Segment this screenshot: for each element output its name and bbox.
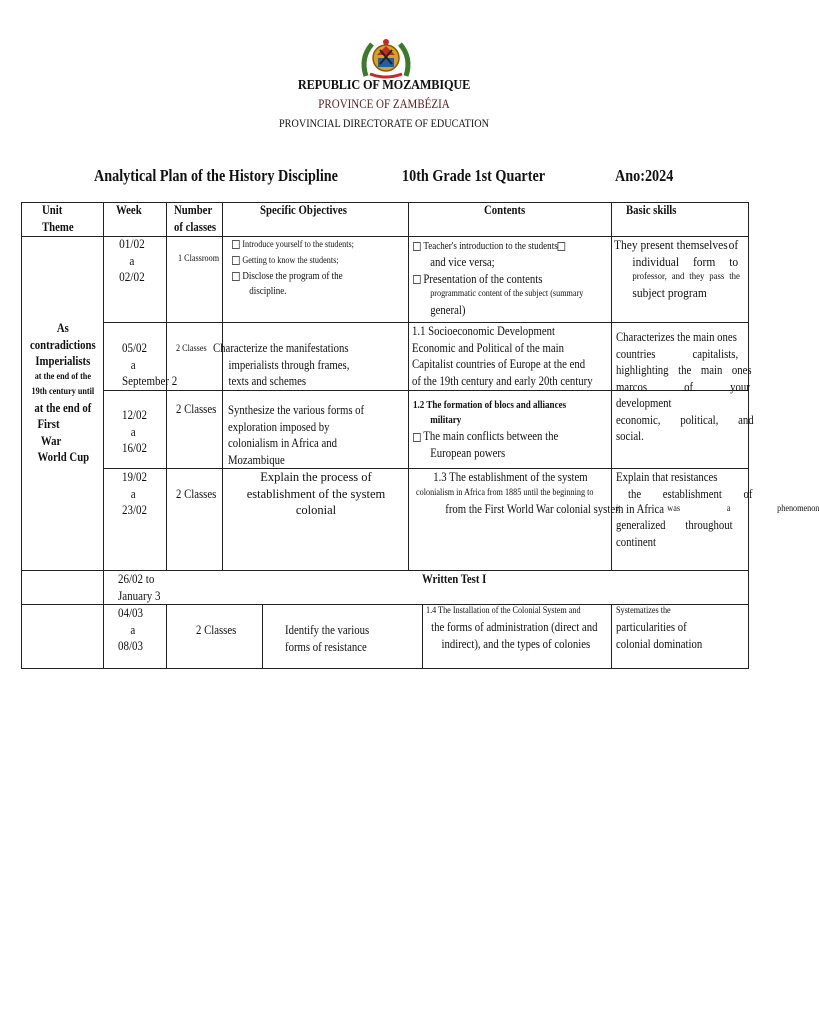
content-line: colonialism in Africa from 1885 until the beginning to [416, 487, 594, 498]
col-skills-header: Basic skills [626, 203, 677, 217]
content-line: European powers [430, 445, 506, 460]
last-skills [616, 604, 702, 652]
test-week [118, 571, 160, 604]
objective-line: Characterize the manifestations [213, 341, 349, 355]
checkbox-bullet-icon [413, 433, 421, 442]
week-line: a [129, 253, 135, 268]
unit-theme-line: As [56, 321, 69, 335]
province-heading: PROVINCE OF ZAMBÉZIA [318, 97, 450, 111]
unit-theme-line: War [40, 433, 62, 448]
last-objectives [285, 622, 369, 655]
content-line: Teacher's introduction to the students [423, 241, 558, 252]
row2-contents [412, 323, 593, 389]
row3-objectives [228, 402, 364, 468]
checkbox-bullet-icon [232, 240, 240, 249]
content-line: indirect), and the types of colonies [441, 636, 591, 651]
unit-theme-line: at the end of the [34, 371, 91, 382]
checkbox-bullet-icon [558, 242, 566, 251]
col-number-header [174, 202, 216, 235]
content-line: of the 19th century and early 20th century [412, 373, 593, 388]
col-number-line1: Number [174, 203, 213, 217]
row1-skills [614, 237, 738, 302]
week-line: a [130, 357, 136, 372]
week-line: January 3 [118, 588, 161, 603]
week-line: 05/02 [122, 341, 148, 355]
skill-line: particularities of [616, 620, 687, 634]
row1-classes: 1 Classroom [178, 254, 220, 264]
checkbox-bullet-icon [413, 275, 421, 284]
week-line: September 2 [122, 374, 178, 388]
skill-line: it was a phenomenon [616, 504, 819, 514]
unit-theme-line: contradictions [29, 337, 96, 352]
objective-line: Getting to know the students; [242, 256, 339, 266]
content-line: Economic and Political of the main [412, 340, 564, 355]
skill-line: social. [616, 429, 644, 443]
objective-line: Identify the various [285, 623, 370, 637]
checkbox-bullet-icon [232, 272, 240, 281]
row1-contents [413, 237, 583, 319]
objective-line: imperialists through frames, [228, 357, 350, 372]
last-contents [426, 604, 597, 652]
row1-week [104, 236, 160, 286]
grade-title: 10th Grade 1st Quarter [402, 166, 546, 185]
content-line: military [430, 415, 462, 426]
col-unit-header [42, 202, 74, 235]
directorate-heading: PROVINCIAL DIRECTORATE OF EDUCATION [279, 116, 489, 130]
row4-objectives [224, 469, 408, 519]
objective-line: texts and schemes [228, 374, 307, 388]
objective-line: discipline. [249, 286, 287, 297]
skill-line: They present themselves [614, 238, 728, 252]
skill-line: of [728, 238, 739, 252]
content-line: and vice versa; [430, 255, 495, 269]
skill-line: the establishment of [628, 486, 753, 501]
content-line: from the First World War colonial system in Africa [445, 501, 665, 516]
row2-week [122, 340, 177, 390]
week-line: 04/03 [118, 606, 144, 620]
skill-line: colonial domination [616, 636, 703, 651]
week-line: 08/03 [118, 639, 144, 653]
checkbox-bullet-icon [413, 242, 421, 251]
republic-heading: REPUBLIC OF MOZAMBIQUE [297, 78, 471, 93]
objective-line: colonialism in Africa and [228, 436, 337, 450]
row2-skills [616, 329, 754, 445]
content-line: programmatic content of the subject (summary [430, 289, 584, 299]
skill-line: continent [616, 534, 657, 549]
skill-line: professor, and they pass the [632, 272, 740, 282]
last-week [118, 605, 143, 655]
objective-line: exploration imposed by [228, 419, 330, 434]
last-classes: 2 Classes [196, 623, 237, 637]
content-line: The main conflicts between the [423, 429, 559, 443]
year-title: Ano:2024 [615, 166, 674, 185]
content-line: Capitalist countries of Europe at the end [412, 357, 586, 371]
objective-line: establishment of the system [246, 486, 386, 501]
week-line: a [130, 486, 136, 501]
row4-week [122, 469, 147, 519]
objective-line: forms of resistance [285, 639, 367, 654]
col-week-header: Week [116, 203, 142, 217]
week-line: 02/02 [119, 270, 145, 284]
row3-classes: 2 Classes [176, 402, 217, 416]
content-line: the forms of administration (direct and [431, 620, 598, 634]
skill-line: countries capitalists, [616, 346, 739, 361]
week-line: a [130, 424, 136, 439]
unit-theme-line: at the end of [34, 400, 92, 415]
unit-theme-line: First [37, 417, 60, 431]
skill-line: economic, political, and [616, 412, 754, 427]
skill-line: highlighting the main ones [616, 363, 752, 377]
plan-title: Analytical Plan of the History Discipline [94, 166, 338, 185]
unit-theme-line: 19th century until [31, 386, 95, 397]
row4-skills [616, 469, 819, 550]
row3-week [122, 407, 147, 457]
skill-line: generalized throughout [616, 518, 733, 532]
week-line: 01/02 [119, 237, 145, 251]
objective-line: Explain the process of [260, 470, 372, 484]
row3-contents [413, 398, 566, 461]
unit-theme-line: World Cup [37, 450, 90, 464]
week-line: 12/02 [122, 408, 148, 422]
week-line: 19/02 [122, 470, 148, 484]
col-objectives-header: Specific Objectives [260, 203, 347, 217]
row2-objectives [213, 340, 349, 390]
objective-line: Mozambique [228, 452, 285, 467]
row2-classes: 2 Classes [176, 344, 207, 354]
skill-line: individual form to [632, 254, 739, 269]
skill-line: Systematizes the [616, 606, 671, 616]
content-line: general) [430, 303, 466, 317]
col-unit-line2: Theme [42, 219, 74, 234]
col-contents-header: Contents [484, 203, 526, 217]
objective-line: colonial [295, 503, 337, 517]
checkbox-bullet-icon [232, 256, 240, 265]
content-line: 1.3 The establishment of the system [433, 470, 588, 484]
content-line: 1.4 The Installation of the Colonial System and [426, 606, 581, 616]
unit-theme-line: Imperialists [35, 354, 91, 368]
col-number-line2: of classes [174, 219, 217, 234]
week-line: 23/02 [122, 503, 148, 517]
week-line: 26/02 to [118, 572, 155, 586]
objective-line: Introduce yourself to the students; [242, 240, 354, 250]
skill-line: marcos of your [616, 379, 750, 394]
content-line: Presentation of the contents [423, 271, 543, 286]
written-test-label: Written Test I [422, 572, 487, 586]
skill-line: development [616, 396, 672, 410]
skill-line: Characterizes the main ones [616, 330, 737, 344]
week-line: 16/02 [122, 441, 148, 455]
objective-line: Disclose the program of the [242, 271, 343, 282]
row1-objectives [232, 237, 354, 299]
unit-theme [22, 320, 104, 466]
content-line: 1.2 The formation of blocs and alliances [413, 400, 567, 411]
skill-line: subject program [632, 286, 707, 300]
row4-classes: 2 Classes [176, 487, 217, 501]
col-unit-line1: Unit [42, 203, 63, 217]
week-line: a [130, 622, 136, 637]
content-line: 1.1 Socioeconomic Development [412, 324, 556, 338]
objective-line: Synthesize the various forms of [228, 403, 365, 417]
skill-line: Explain that resistances [616, 470, 718, 484]
